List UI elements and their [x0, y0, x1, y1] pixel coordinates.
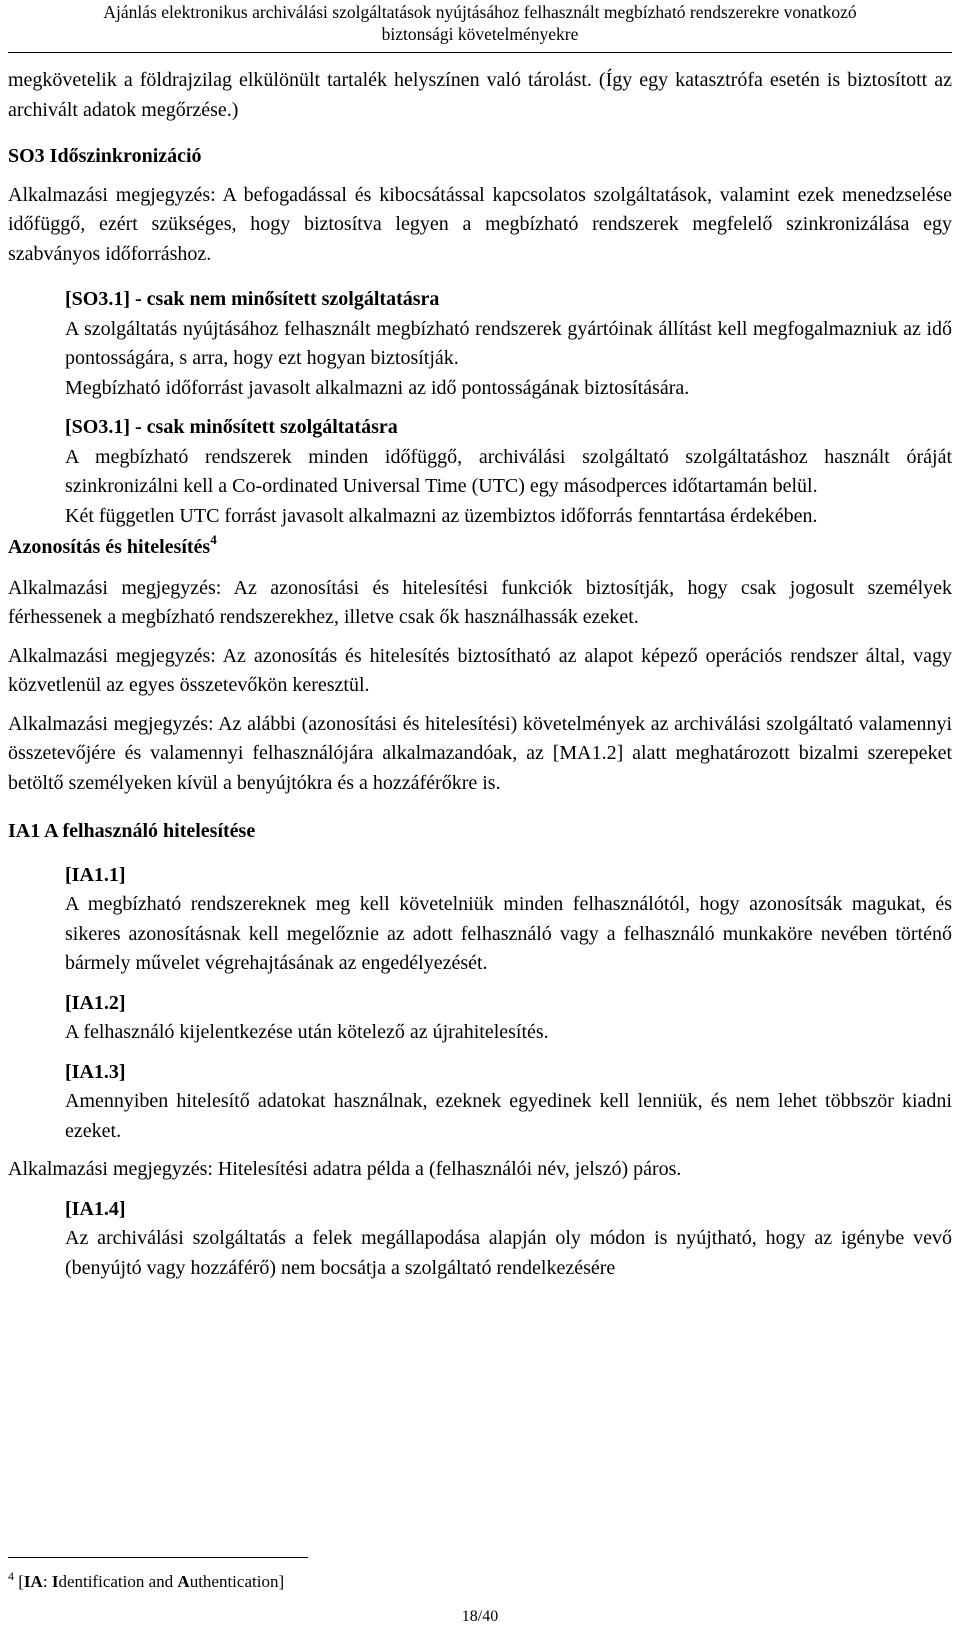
- requirement-ia1-4: [8, 1195, 952, 1284]
- page-number: 18/40: [461, 1608, 499, 1625]
- application-note-ia1: Alkalmazási megjegyzés: Hitelesítési adatra példa a (felhasználói név, jelszó) páros.: [8, 1158, 682, 1180]
- requirement-text: Amennyiben hitelesítő adatokat használnak, ezeknek egyedinek kell lenniük, és nem lehet többször kiadni ezeket.: [65, 1090, 952, 1142]
- document-body: [8, 66, 952, 1283]
- paragraph-continuation: megkövetelik a földrajzilag elkülönült tartalék helyszínen való tárolást. (Így egy katasztrófa esetén is biztosított az archivált adatok megőrzése.): [8, 69, 952, 121]
- requirement-so3-1-nonqualified: [8, 285, 952, 403]
- application-note-ia-1: Alkalmazási megjegyzés: Az azonosítási és hitelesítési funkciók biztosítják, hogy csak jogosult személyek férhessenek a megbízható rendszerekhez, illetve csak ők használhassák ezeket.: [8, 576, 952, 628]
- requirement-text: A szolgáltatás nyújtásához felhasznált megbízható rendszerek gyártóinak állítást kell megfogalmazniuk az idő pontosságára, s arra, hogy ezt hogyan biztosítják.: [65, 317, 952, 369]
- requirement-heading: [IA1.1]: [65, 863, 126, 886]
- section-heading-text: Azonosítás és hitelesítés: [8, 536, 211, 558]
- section-heading-so3: SO3 Időszinkronizáció: [8, 145, 202, 167]
- header-line-1: Ajánlás elektronikus archiválási szolgáltatások nyújtásához felhasznált megbízható rendszerekre vonatkozó: [103, 2, 857, 22]
- application-note-ia-3: Alkalmazási megjegyzés: Az alábbi (azonosítási és hitelesítési) követelmények az archiválási szolgáltató valamennyi összetevőjére és valamennyi felhasználójára alkalmazandóak, az [MA1.2] alatt meghatározott bizalmi szerepeket betöltő személyeken kívül a benyújtókra és a hozzáférőkre is.: [8, 712, 952, 794]
- footnote-number: 4: [8, 1569, 14, 1583]
- running-header: [0, 0, 960, 45]
- requirement-text: Megbízható időforrást javasolt alkalmazni az idő pontosságának biztosítására.: [65, 376, 690, 399]
- footnote-divider: [8, 1557, 308, 1558]
- footnote-initial-i: I: [51, 1572, 59, 1591]
- requirement-text: A felhasználó kijelentkezése után kötelező az újrahitelesítés.: [65, 1021, 549, 1043]
- requirement-ia1-1: [8, 861, 952, 979]
- footnote-reference: 4: [210, 532, 217, 547]
- section-heading-ia: [8, 533, 952, 563]
- requirement-ia1-2: [8, 989, 952, 1048]
- application-note-ia-2: Alkalmazási megjegyzés: Az azonosítás és hitelesítés biztosítható az alapot képező operációs rendszer által, vagy közvetlenül az egyes összetevőkön keresztül.: [8, 644, 952, 696]
- requirement-text: Két független UTC forrást javasolt alkalmazni az üzembiztos időforrás fenntartása érdekében.: [65, 504, 818, 527]
- requirement-heading: [IA1.3]: [65, 1060, 126, 1083]
- requirement-heading: [IA1.4]: [65, 1197, 126, 1220]
- footnote-word-identification: dentification and: [58, 1572, 178, 1591]
- requirement-heading: [SO3.1] - csak nem minősített szolgáltatásra: [65, 288, 440, 310]
- header-line-2: biztonsági követelményekre: [381, 24, 579, 44]
- requirement-so3-1-qualified: [8, 413, 952, 531]
- footnote-open: [: [18, 1572, 24, 1591]
- footnote-word-authentication: uthentication]: [189, 1572, 285, 1591]
- section-heading-ia1: IA1 A felhasználó hitelesítése: [8, 820, 256, 842]
- requirement-heading: [IA1.2]: [65, 991, 126, 1014]
- application-note-so3: Alkalmazási megjegyzés: A befogadással és kibocsátással kapcsolatos szolgáltatások, valamint ezek menedzselése időfüggő, ezért szükséges, hogy biztosítva legyen a megbízható rendszerek megfelelő szinkronizálása egy szabványos időforráshoz.: [8, 183, 952, 265]
- requirement-text: A megbízható rendszereknek meg kell követelniük minden felhasználótól, hogy azonosítsák magukat, és sikeres azonosításnak kell megelőznie az adott felhasználó vagy a felhasználó munkaköre nevében történő bármely művelet végrehajtásának az engedélyezését.: [65, 893, 952, 974]
- requirement-text: Az archiválási szolgáltatás a felek megállapodása alapján oly módon is nyújtható, hogy az igénybe vevő (benyújtó vagy hozzáférő) nem bocsátja a szolgáltató rendelkezésére: [65, 1227, 952, 1279]
- footnote-initial-a: A: [177, 1572, 190, 1591]
- header-divider: [8, 52, 952, 53]
- footnote: [8, 1571, 284, 1593]
- footnote-colon: :: [42, 1572, 52, 1591]
- requirement-text: A megbízható rendszerek minden időfüggő, archiválási szolgáltató szolgáltatáshoz használt óráját szinkronizálni kell a Co-ordinated Universal Time (UTC) egy másodperces időtartamán belül.: [65, 445, 952, 497]
- footnote-abbreviation: IA: [23, 1572, 43, 1591]
- requirement-heading: [SO3.1] - csak minősített szolgáltatásra: [65, 416, 398, 438]
- requirement-ia1-3: [8, 1058, 952, 1147]
